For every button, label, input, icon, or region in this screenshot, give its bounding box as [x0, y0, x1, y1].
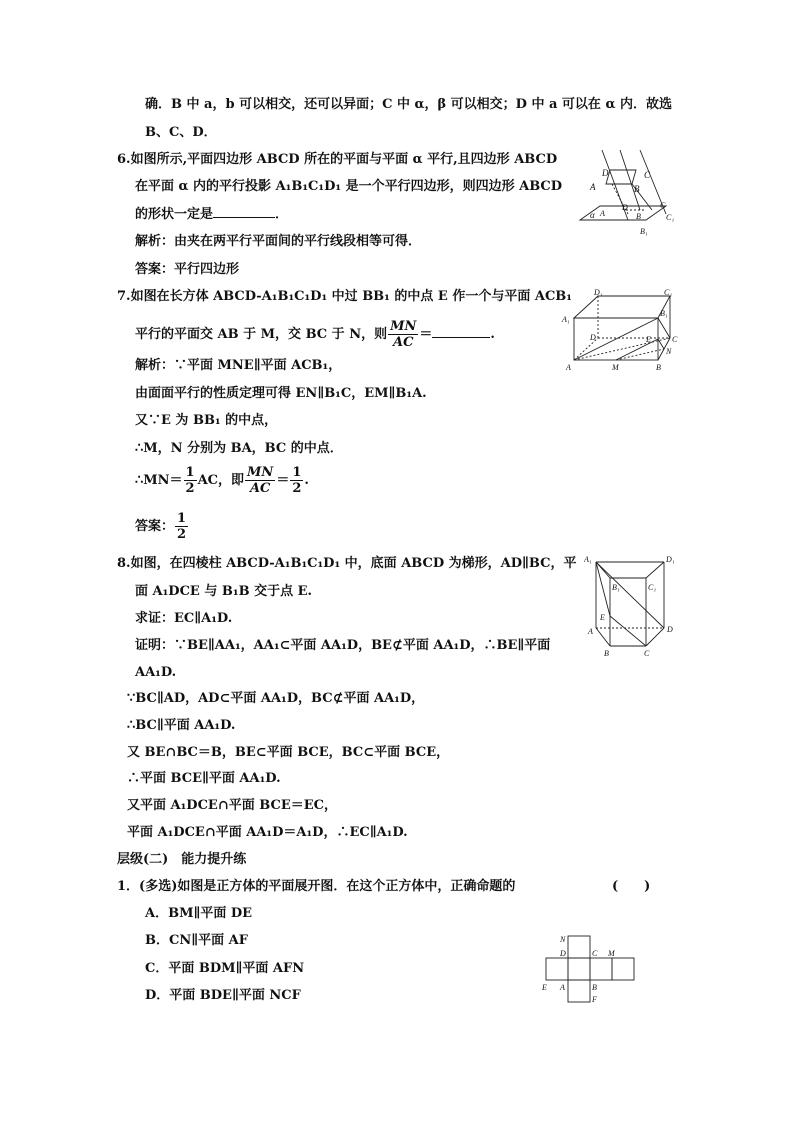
section-heading: 层级(二) 能力提升练 — [117, 852, 247, 867]
label: C — [644, 170, 651, 180]
label: D₁ — [594, 288, 603, 297]
label: B — [592, 983, 597, 992]
label: C — [644, 649, 650, 658]
question-8-proof-3: ∵BC∥AD，AD⊂平面 AA₁D，BC⊄平面 AA₁D， — [127, 691, 425, 706]
label: D — [622, 203, 628, 212]
answer-parentheses: ( ) — [612, 879, 651, 894]
label: B₁ — [612, 583, 620, 592]
question-7-line-2: 平行的平面交 AB 于 M，交 BC 于 N，则 $\frac{MN}{AC}$ ＝ . — [135, 319, 495, 350]
label: α — [590, 210, 595, 220]
question-7-text: 平行的平面交 AB 于 M，交 BC 于 N，则 — [135, 327, 388, 342]
label: E — [600, 613, 605, 622]
option-c: C．平面 BDM∥平面 AFN — [145, 961, 305, 976]
label: B — [634, 184, 640, 194]
figure-q8-prism — [584, 552, 680, 660]
question-7-line-1: 7.如图在长方体 ABCD-A₁B₁C₁D₁ 中过 BB₁ 的中点 E 作一个与平面 ACB₁ — [117, 289, 572, 304]
fraction-half: $\frac{1}{2}$ — [185, 465, 195, 496]
question-7-solution-4: ∴M，N 分别为 BA，BC 的中点． — [135, 441, 343, 456]
question-8-proof-5: 又 BE∩BC＝B，BE⊂平面 BCE，BC⊂平面 BCE， — [127, 745, 450, 760]
label: D — [667, 625, 673, 634]
label: A — [588, 627, 593, 636]
question-8-proof-7: 又平面 A₁DCE∩平面 BCE＝EC， — [127, 798, 337, 813]
figure-q1-cube-net — [538, 930, 642, 1004]
label: C₁ — [648, 583, 657, 592]
question-6-solution: 解析：由夹在两平行平面间的平行线段相等可得． — [135, 234, 422, 249]
question-7-solution-3: 又∵E 为 BB₁ 的中点， — [135, 413, 278, 428]
label: C — [592, 949, 598, 958]
label: N — [666, 347, 672, 356]
label: C₁ — [664, 288, 673, 297]
question-8-line-3: 求证：EC∥A₁D. — [135, 611, 233, 626]
label: B — [656, 363, 661, 372]
solution-5-line-2: B、C、D． — [145, 125, 217, 140]
question-8-proof-8: 平面 A₁DCE∩平面 AA₁D＝A₁D，∴EC∥A₁D. — [127, 825, 408, 840]
answer-blank — [213, 217, 275, 218]
label: E — [542, 983, 547, 992]
label: B — [636, 212, 641, 221]
label: B — [604, 649, 609, 658]
label: D — [590, 333, 596, 342]
question-7-solution-1: 解析：∵平面 MNE∥平面 ACB₁， — [135, 358, 342, 373]
question-6-line-1: 6.如图所示,平面四边形 ABCD 所在的平面与平面 α 平行,且四边形 ABCD — [117, 152, 558, 167]
label: C₁ — [666, 213, 675, 222]
question-7-solution-5: ∴MN＝ $\frac{1}{2}$ AC，即 $\frac{MN}{AC}$ ＝ $\frac{1}{2}$ . — [135, 465, 309, 496]
question-8-line-2: 面 A₁DCE 与 B₁B 交于点 E. — [135, 584, 313, 599]
label: A — [590, 182, 596, 192]
question-7-solution-2: 由面面平行的性质定理可得 EN∥B₁C，EM∥B₁A. — [135, 386, 427, 401]
fraction-mn-ac: $\frac{MN}{AC}$ — [390, 319, 417, 350]
question-6-line-2: 在平面 α 内的平行投影 A₁B₁C₁D₁ 是一个平行四边形，则四边形 ABCD — [135, 179, 563, 194]
label: B₁ — [660, 309, 668, 318]
question-1-stem: 1．(多选)如图是正方体的平面展开图．在这个正方体中，正确命题的 — [117, 879, 516, 894]
question-6-text: 的形状一定是 — [135, 207, 214, 222]
label: C — [672, 335, 678, 344]
fraction-half: $\frac{1}{2}$ — [177, 511, 187, 542]
question-8-proof-4: ∴BC∥平面 AA₁D. — [127, 718, 236, 733]
label: A — [560, 983, 565, 992]
label: F — [592, 995, 597, 1004]
label: N — [560, 935, 566, 944]
label: E — [646, 335, 651, 344]
label: B₁ — [640, 227, 648, 236]
label: A — [566, 363, 571, 372]
option-b: B．CN∥平面 AF — [145, 933, 248, 948]
label: D₁ — [666, 555, 675, 564]
option-a: A．BM∥平面 DE — [145, 906, 253, 921]
label: D — [602, 168, 609, 178]
fraction-half: $\frac{1}{2}$ — [292, 465, 302, 496]
solution-5-line-1: 确．B 中 a，b 可以相交，还可以异面；C 中 α，β 可以相交；D 中 a 可以在 α 内．故选 — [145, 97, 672, 112]
question-6-answer: 答案：平行四边形 — [135, 262, 240, 277]
label: A₁ — [584, 555, 592, 564]
figure-q7-cuboid — [560, 286, 680, 374]
question-8-proof-1: 证明：∵BE∥AA₁，AA₁⊂平面 AA₁D，BE⊄平面 AA₁D，∴BE∥平面 — [135, 638, 551, 653]
question-6-line-3 — [135, 206, 288, 224]
label: D — [560, 949, 566, 958]
fraction-mn-ac: $\frac{MN}{AC}$ — [247, 465, 274, 496]
label: M — [612, 363, 619, 372]
label: C — [660, 201, 666, 210]
figure-q6-projection — [576, 148, 680, 238]
question-8-line-1: 8.如图，在四棱柱 ABCD-A₁B₁C₁D₁ 中，底面 ABCD 为梯形，AD∥BC，平 — [117, 556, 577, 571]
question-8-proof-2: AA₁D. — [135, 665, 177, 680]
label: A₁ — [562, 315, 570, 324]
answer-blank — [432, 337, 490, 338]
label: A — [600, 209, 605, 218]
option-d: D．平面 BDE∥平面 NCF — [145, 988, 301, 1003]
question-8-proof-6: ∴平面 BCE∥平面 AA₁D. — [127, 771, 281, 786]
period: ． — [275, 207, 289, 222]
label: M — [608, 949, 615, 958]
question-7-answer: 答案： $\frac{1}{2}$ — [135, 511, 187, 542]
